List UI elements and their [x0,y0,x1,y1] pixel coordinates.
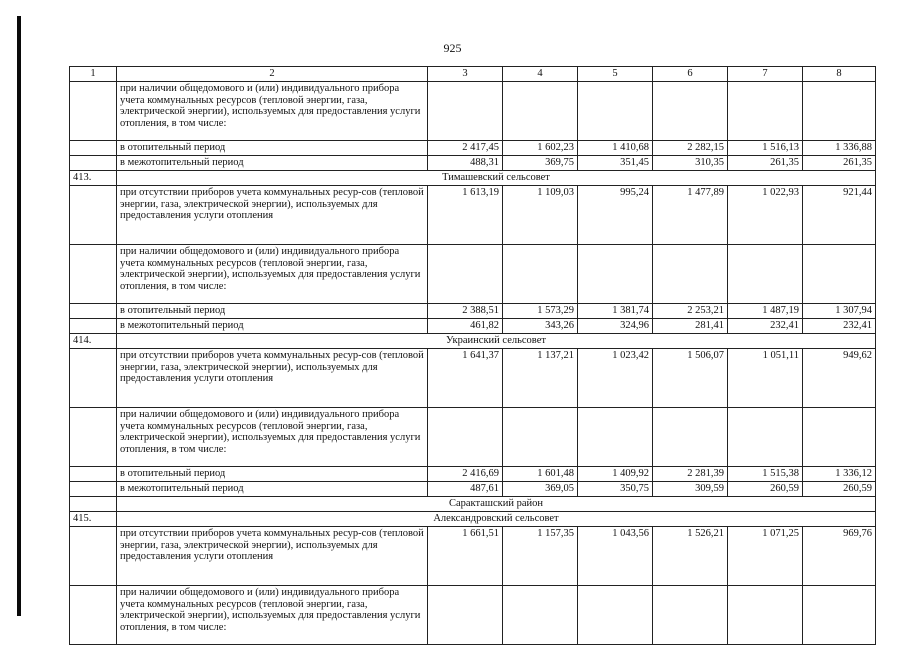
row-index [70,586,117,645]
value-cell [578,586,653,645]
row-index [70,497,117,512]
section-row [70,497,876,512]
section-title: Александровский сельсовет [117,512,876,527]
value-cell: 324,96 [578,319,653,334]
row-label: при отсутствии приборов учета коммунальных ресур-сов (тепловой энергии, газа, электрической энергии), используемых для предоставления услуги отопления [117,186,428,245]
row-index [70,319,117,334]
value-cell [728,245,803,304]
description-row [70,349,876,408]
value-cell: 1 409,92 [578,467,653,482]
row-label: в отопительный период [117,467,428,482]
value-cell: 969,76 [803,527,876,586]
value-cell: 461,82 [428,319,503,334]
period-row [70,141,876,156]
section-row [70,171,876,186]
section-title: Украинский сельсовет [117,334,876,349]
row-index [70,82,117,141]
description-row [70,527,876,586]
value-cell: 1 526,21 [653,527,728,586]
row-label: в отопительный период [117,304,428,319]
value-cell: 1 071,25 [728,527,803,586]
value-cell: 1 307,94 [803,304,876,319]
value-cell: 369,75 [503,156,578,171]
value-cell [503,245,578,304]
description-row [70,408,876,467]
value-cell: 1 022,93 [728,186,803,245]
value-cell: 487,61 [428,482,503,497]
row-index [70,141,117,156]
value-cell: 1 023,42 [578,349,653,408]
row-label: при отсутствии приборов учета коммунальных ресур-сов (тепловой энергии, газа, электрической энергии), используемых для предоставления услуги отопления [117,349,428,408]
value-cell [653,586,728,645]
value-cell: 261,35 [803,156,876,171]
section-row [70,512,876,527]
column-header-row [70,67,876,82]
value-cell: 1 641,37 [428,349,503,408]
value-cell: 2 417,45 [428,141,503,156]
value-cell: 1 381,74 [578,304,653,319]
page-number: 925 [443,41,462,55]
row-label: при наличии общедомового и (или) индивидуального прибора учета коммунальных ресурсов (тепловой энергии, газа, электрической энергии), используемых для предоставления услуги отопления, в том числе: [117,408,428,467]
value-cell: 1 043,56 [578,527,653,586]
row-index: 414. [70,334,117,349]
description-row [70,245,876,304]
column-header: 2 [117,67,428,82]
value-cell [503,408,578,467]
binding-edge [17,16,21,616]
value-cell [653,245,728,304]
value-cell: 260,59 [728,482,803,497]
row-index [70,245,117,304]
row-label: в межотопительный период [117,156,428,171]
row-label: при отсутствии приборов учета коммунальных ресур-сов (тепловой энергии, газа, электрической энергии), используемых для предоставления услуги отопления [117,527,428,586]
column-header: 8 [803,67,876,82]
row-index [70,408,117,467]
value-cell: 260,59 [803,482,876,497]
value-cell: 1 601,48 [503,467,578,482]
value-cell: 995,24 [578,186,653,245]
row-index [70,467,117,482]
value-cell: 1 602,23 [503,141,578,156]
period-row [70,482,876,497]
row-index [70,482,117,497]
value-cell [428,82,503,141]
description-row [70,82,876,141]
column-header: 3 [428,67,503,82]
period-row [70,319,876,334]
value-cell: 343,26 [503,319,578,334]
row-label: при наличии общедомового и (или) индивидуального прибора учета коммунальных ресурсов (тепловой энергии, газа, электрической энергии), используемых для предоставления услуги отопления, в том числе: [117,586,428,645]
value-cell: 2 388,51 [428,304,503,319]
value-cell: 281,41 [653,319,728,334]
row-label: при наличии общедомового и (или) индивидуального прибора учета коммунальных ресурсов (тепловой энергии, газа, электрической энергии), используемых для предоставления услуги отопления, в том числе: [117,82,428,141]
value-cell [803,586,876,645]
value-cell: 351,45 [578,156,653,171]
value-cell: 261,35 [728,156,803,171]
value-cell [503,82,578,141]
row-label: в межотопительный период [117,482,428,497]
value-cell: 1 613,19 [428,186,503,245]
value-cell: 232,41 [803,319,876,334]
row-index [70,527,117,586]
column-header: 4 [503,67,578,82]
value-cell: 1 336,88 [803,141,876,156]
section-title: Саракташский район [117,497,876,512]
value-cell: 350,75 [578,482,653,497]
value-cell [803,245,876,304]
value-cell [503,586,578,645]
value-cell [728,408,803,467]
value-cell [803,82,876,141]
description-row [70,186,876,245]
value-cell: 1 410,68 [578,141,653,156]
column-header: 7 [728,67,803,82]
value-cell: 2 281,39 [653,467,728,482]
period-row [70,304,876,319]
row-index: 415. [70,512,117,527]
value-cell: 1 506,07 [653,349,728,408]
row-index [70,186,117,245]
column-header: 6 [653,67,728,82]
value-cell: 1 157,35 [503,527,578,586]
tariff-table [69,66,876,645]
value-cell: 2 416,69 [428,467,503,482]
value-cell [728,586,803,645]
value-cell: 2 253,21 [653,304,728,319]
section-title: Тимашевский сельсовет [117,171,876,186]
row-index [70,156,117,171]
period-row [70,467,876,482]
value-cell [728,82,803,141]
row-index: 413. [70,171,117,186]
value-cell: 488,31 [428,156,503,171]
value-cell [578,245,653,304]
description-row [70,586,876,645]
value-cell: 1 516,13 [728,141,803,156]
value-cell [803,408,876,467]
value-cell: 2 282,15 [653,141,728,156]
column-header: 5 [578,67,653,82]
value-cell: 309,59 [653,482,728,497]
row-index [70,304,117,319]
value-cell: 1 487,19 [728,304,803,319]
value-cell: 949,62 [803,349,876,408]
value-cell [428,586,503,645]
section-row [70,334,876,349]
value-cell [428,408,503,467]
value-cell: 369,05 [503,482,578,497]
value-cell: 1 051,11 [728,349,803,408]
value-cell: 1 336,12 [803,467,876,482]
row-label: в отопительный период [117,141,428,156]
value-cell: 1 137,21 [503,349,578,408]
value-cell [428,245,503,304]
value-cell: 1 661,51 [428,527,503,586]
value-cell: 1 477,89 [653,186,728,245]
row-index [70,349,117,408]
value-cell: 310,35 [653,156,728,171]
value-cell: 1 109,03 [503,186,578,245]
period-row [70,156,876,171]
value-cell: 1 515,38 [728,467,803,482]
row-label: при наличии общедомового и (или) индивидуального прибора учета коммунальных ресурсов (тепловой энергии, газа, электрической энергии), используемых для предоставления услуги отопления, в том числе: [117,245,428,304]
value-cell [578,82,653,141]
value-cell: 232,41 [728,319,803,334]
row-label: в межотопительный период [117,319,428,334]
value-cell: 921,44 [803,186,876,245]
column-header: 1 [70,67,117,82]
value-cell [653,408,728,467]
table-body [70,67,876,645]
value-cell [653,82,728,141]
value-cell [578,408,653,467]
value-cell: 1 573,29 [503,304,578,319]
